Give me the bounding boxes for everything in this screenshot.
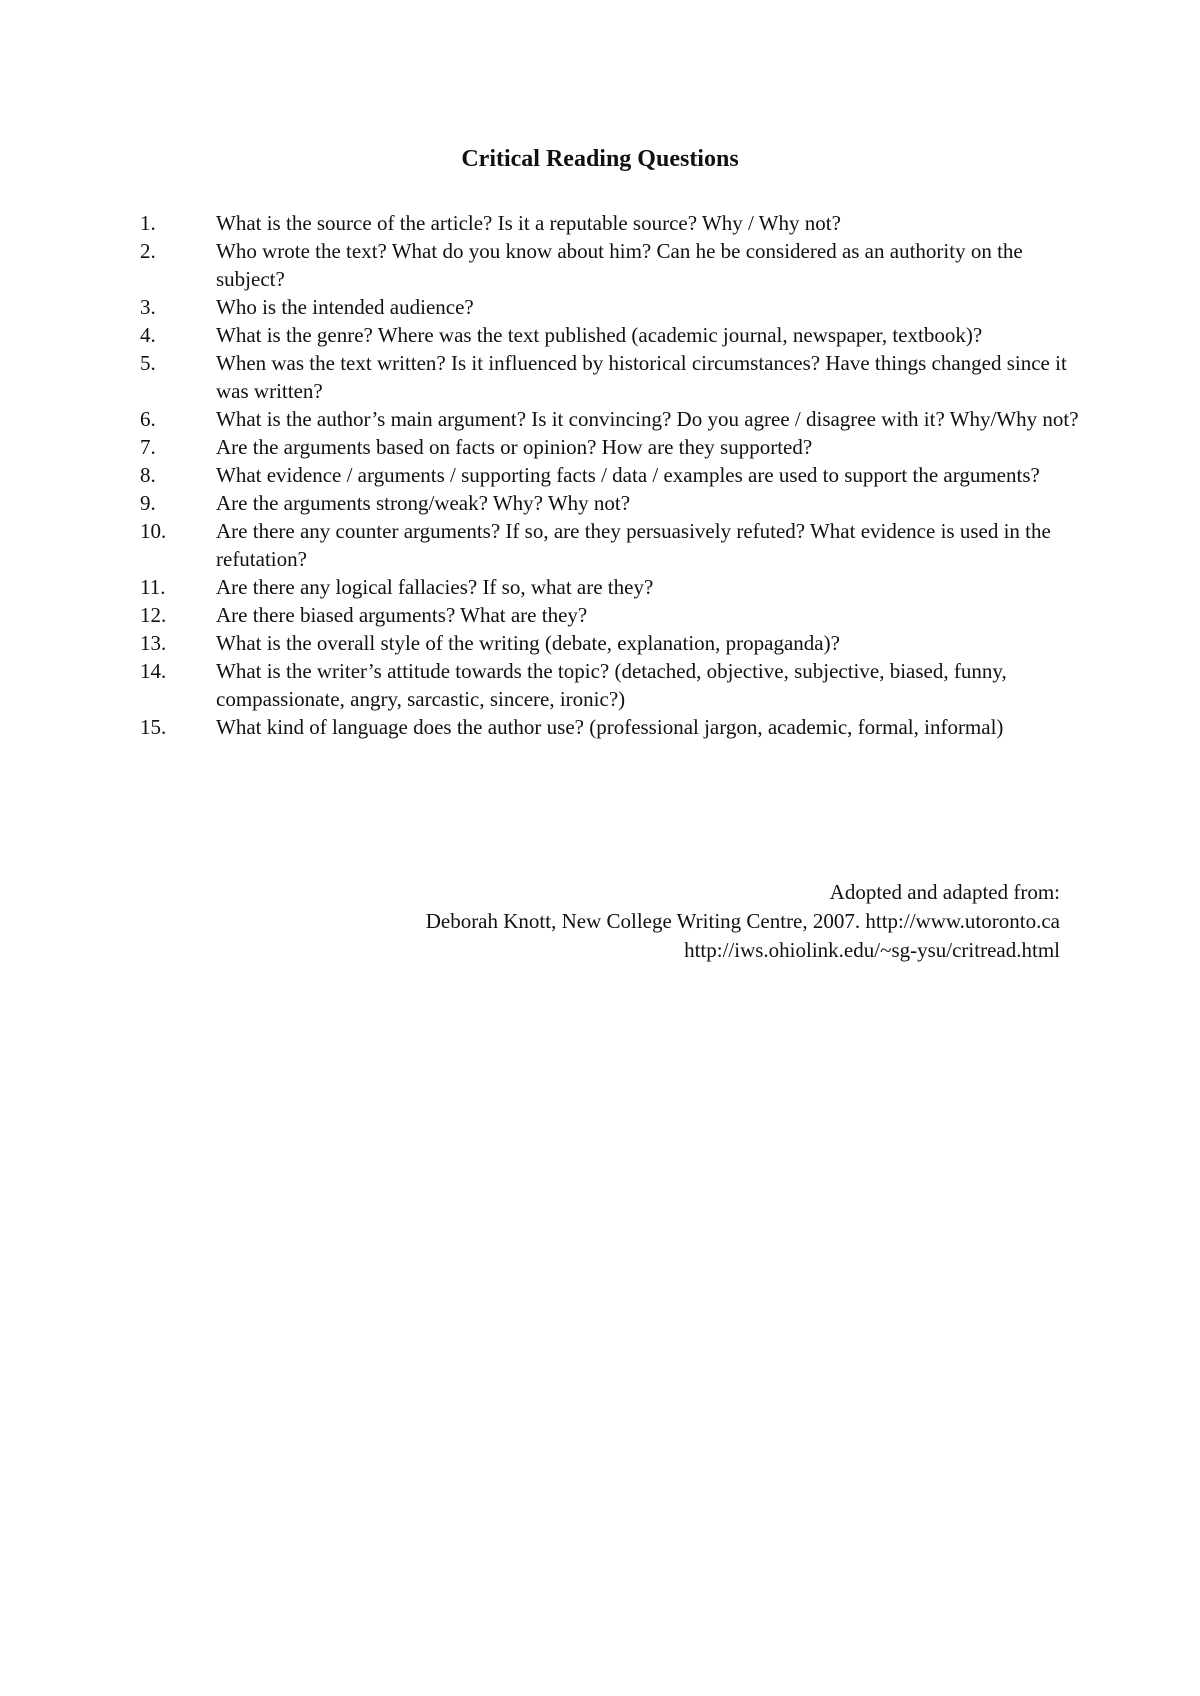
list-item [140,601,1080,629]
list-item [140,489,1080,517]
list-item [140,573,1080,601]
item-number: 2. [140,239,156,263]
item-number: 9. [140,491,156,515]
attribution-source: Deborah Knott, New College Writing Centre, 2007. http://www.utoronto.ca [425,909,1060,933]
list-item [140,349,1080,405]
item-text: What is the genre? Where was the text published (academic journal, newspaper, textbook)? [216,323,983,347]
item-number: 3. [140,295,156,319]
item-text: Who is the intended audience? [216,295,474,319]
list-item [140,461,1080,489]
list-item [140,293,1080,321]
item-text: What kind of language does the author use? (professional jargon, academic, formal, informal) [216,715,1004,739]
item-number: 6. [140,407,156,431]
list-item [140,629,1080,657]
item-number: 13. [140,631,167,655]
list-item [140,657,1080,713]
item-text: What evidence / arguments / supporting facts / data / examples are used to support the arguments? [216,463,1040,487]
item-number: 8. [140,463,156,487]
item-number: 4. [140,323,156,347]
list-item [140,433,1080,461]
item-number: 12. [140,603,167,627]
list-item [140,321,1080,349]
item-text: Are there any logical fallacies? If so, what are they? [216,575,654,599]
item-text: Are there biased arguments? What are they? [216,603,588,627]
list-item [140,517,1080,573]
attribution-url: http://iws.ohiolink.edu/~sg-ysu/critread.html [684,938,1060,962]
item-text: Who wrote the text? What do you know about him? Can he be considered as an authority on the subject? [216,239,1023,291]
attribution-heading: Adopted and adapted from: [829,880,1060,904]
item-text: Are the arguments based on facts or opinion? How are they supported? [216,435,813,459]
item-text: What is the overall style of the writing (debate, explanation, propaganda)? [216,631,840,655]
item-number: 10. [140,519,167,543]
attribution-block [426,878,1060,965]
questions-list [140,209,1080,741]
item-text: What is the source of the article? Is it a reputable source? Why / Why not? [216,211,841,235]
item-number: 7. [140,435,156,459]
item-number: 1. [140,211,156,235]
item-number: 11. [140,575,166,599]
item-number: 14. [140,659,167,683]
page-title: Critical Reading Questions [461,146,739,172]
list-item [140,405,1080,433]
list-item [140,713,1080,741]
item-number: 5. [140,351,156,375]
item-text: What is the author’s main argument? Is it convincing? Do you agree / disagree with it? Why/Why not? [216,407,1079,431]
list-item [140,237,1080,293]
item-number: 15. [140,715,167,739]
item-text: Are the arguments strong/weak? Why? Why not? [216,491,631,515]
item-text: What is the writer’s attitude towards the topic? (detached, objective, subjective, biased, funny, compassionate, angry, sarcastic, sincere, ironic?) [216,659,1007,711]
item-text: When was the text written? Is it influenced by historical circumstances? Have things changed since it was written? [216,351,1067,403]
item-text: Are there any counter arguments? If so, are they persuasively refuted? What evidence is used in the refutation? [216,519,1051,571]
list-item [140,209,1080,237]
